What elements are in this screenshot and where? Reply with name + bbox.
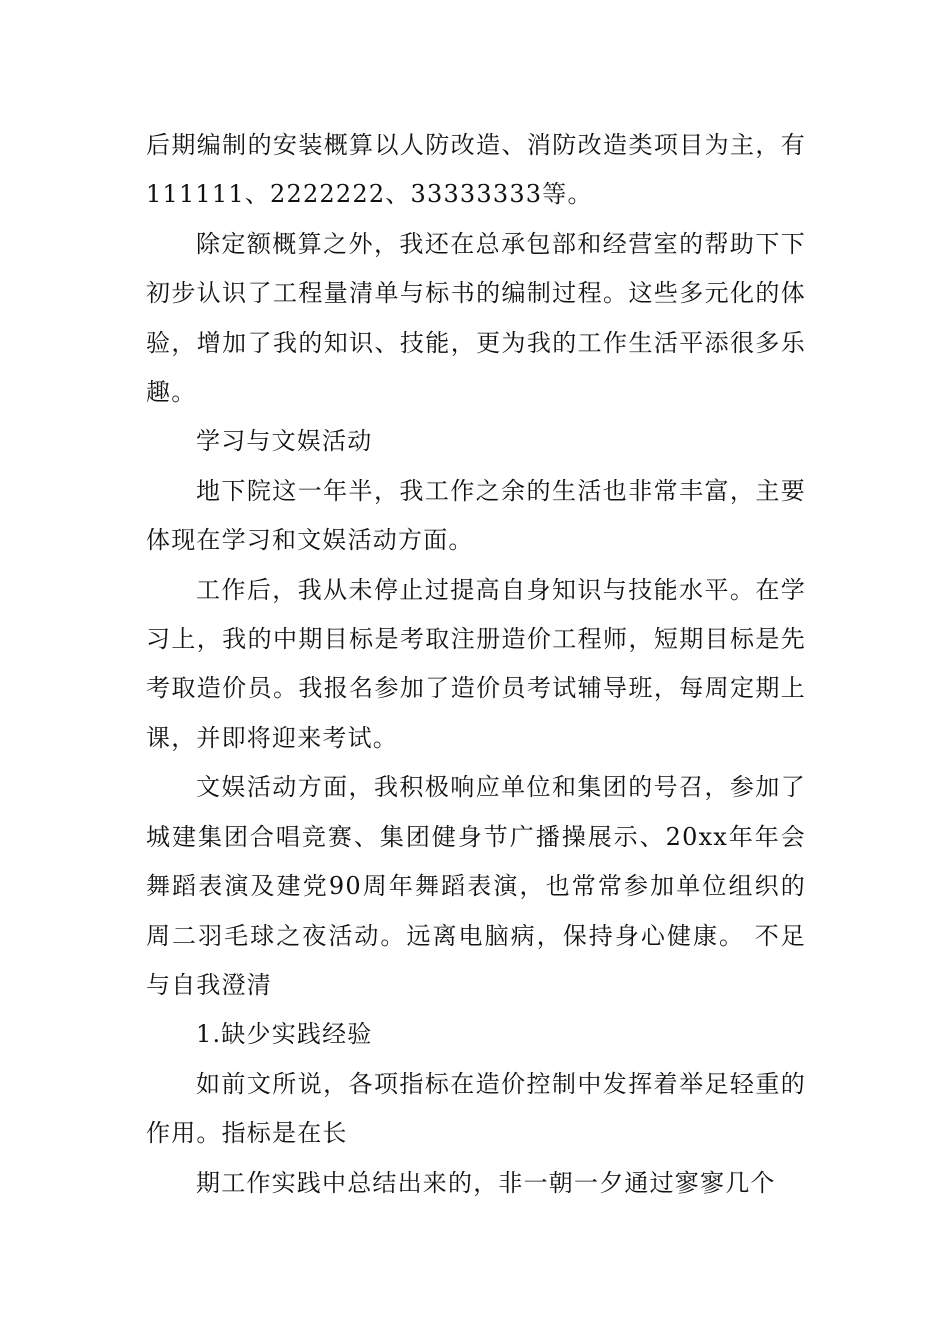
paragraph-7: 期工作实践中总结出来的，非一朝一夕通过寥寥几个 <box>196 1168 776 1197</box>
paragraph-3: 地下院这一年半，我工作之余的生活也非常丰富，主要体现在学习和文娱活动方面。 <box>146 476 806 555</box>
list-item-lack-of-experience: 1.缺少实践经验 <box>196 1020 373 1049</box>
document-body <box>146 121 806 1208</box>
paragraph-6: 如前文所说，各项指标在造价控制中发挥着举足轻重的作用。指标是在长 <box>146 1069 806 1148</box>
paragraph-5: 文娱活动方面，我积极响应单位和集团的号召，参加了城建集团合唱竞赛、集团健身节广播操展示、20xx年年会舞蹈表演及建党90周年舞蹈表演，也常常参加单位组织的周二羽毛球之夜活动。远离电脑病，保持身心健康。 不足与自我澄清 <box>146 773 806 999</box>
paragraph-1: 后期编制的安装概算以人防改造、消防改造类项目为主，有111111、2222222、33333333等。 <box>146 131 806 209</box>
paragraph-4: 工作后，我从未停止过提高自身知识与技能水平。在学习上，我的中期目标是考取注册造价工程师，短期目标是先考取造价员。我报名参加了造价员考试辅导班，每周定期上课，并即将迎来考试。 <box>146 575 806 752</box>
paragraph-2: 除定额概算之外，我还在总承包部和经营室的帮助下下初步认识了工程量清单与标书的编制过程。这些多元化的体验，增加了我的知识、技能，更为我的工作生活平添很多乐趣。 <box>146 229 806 407</box>
section-heading-study-entertainment: 学习与文娱活动 <box>196 427 373 456</box>
